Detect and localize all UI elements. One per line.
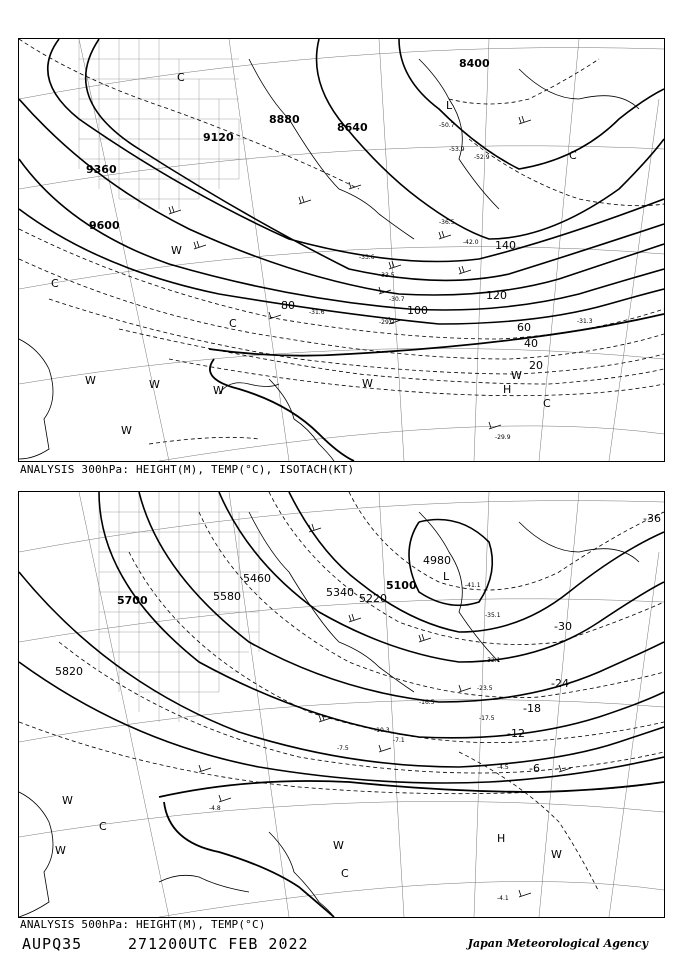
- station-value: -4.8: [209, 805, 221, 812]
- temp-label: -6: [529, 762, 540, 775]
- station-value: -4.5: [497, 764, 509, 771]
- station-value: -10.3: [374, 727, 390, 734]
- station-value: -29.9: [495, 434, 511, 441]
- warm-symbol: W: [213, 384, 224, 397]
- isotach-label: 80: [281, 299, 295, 312]
- station-value: -31.3: [577, 318, 593, 325]
- cold-symbol: C: [341, 867, 349, 880]
- high-symbol: H: [503, 383, 512, 396]
- height-label: 5820: [55, 665, 83, 678]
- cold-symbol: C: [569, 149, 577, 162]
- station-value: -36.5: [439, 219, 455, 226]
- map-300hpa: [19, 39, 664, 461]
- height-contours-500: [19, 492, 664, 917]
- warm-symbol: W: [171, 244, 182, 257]
- station-value: -42.0: [463, 239, 479, 246]
- station-value: -17.5: [479, 715, 495, 722]
- height-label: 5700: [117, 594, 148, 607]
- hatch-region-500: [99, 492, 259, 722]
- height-label: 5580: [213, 590, 241, 603]
- station-value: -16.5: [419, 699, 435, 706]
- panel-caption-500: ANALYSIS 500hPa: HEIGHT(M), TEMP(°C): [20, 918, 266, 931]
- chart-panel-300hpa: [18, 38, 665, 462]
- temp-label: -18: [523, 702, 541, 715]
- low-symbol: L: [446, 99, 453, 112]
- panel-caption-300: ANALYSIS 300hPa: HEIGHT(M), TEMP(°C), ISOTACH(KT): [20, 463, 355, 476]
- station-value: -31.6: [309, 309, 325, 316]
- temp-label: -30: [554, 620, 572, 633]
- temp-label: -36: [643, 512, 661, 525]
- bulletin-code: AUPQ35: [22, 935, 83, 953]
- cold-symbol: C: [229, 317, 237, 330]
- warm-symbol: W: [85, 374, 96, 387]
- valid-time: 271200UTC FEB 2022: [128, 935, 309, 953]
- graticule-300: [19, 39, 664, 461]
- temp-label: -12: [507, 727, 525, 740]
- station-value: -50.7: [439, 122, 455, 129]
- graticule-500: [19, 492, 664, 917]
- station-value: -23.5: [477, 685, 493, 692]
- isotach-label: 40: [524, 337, 538, 350]
- chart-panel-500hpa: [18, 491, 665, 918]
- station-value: -32.1: [485, 657, 501, 664]
- station-value: -53.9: [449, 146, 465, 153]
- warm-symbol: W: [62, 794, 73, 807]
- height-label: 8640: [337, 121, 368, 134]
- height-label: 5340: [326, 586, 354, 599]
- agency-name: Japan Meteorological Agency: [467, 937, 648, 950]
- station-value: -33.5: [379, 272, 395, 279]
- warm-symbol: W: [362, 377, 373, 390]
- low-symbol: L: [443, 570, 450, 583]
- warm-symbol: W: [551, 848, 562, 861]
- cold-symbol: C: [177, 71, 185, 84]
- isotach-label: 120: [486, 289, 507, 302]
- height-label: 9600: [89, 219, 120, 232]
- station-value: -7.1: [393, 737, 405, 744]
- station-value: -4.1: [497, 895, 509, 902]
- station-value: -30.7: [389, 296, 405, 303]
- station-value: -52.9: [474, 154, 490, 161]
- coastline-500: [19, 512, 639, 917]
- height-label: 5460: [243, 572, 271, 585]
- height-label: 5100: [386, 579, 417, 592]
- station-value: -33.6: [359, 254, 375, 261]
- cold-symbol: C: [99, 820, 107, 833]
- height-label: 9360: [86, 163, 117, 176]
- height-label: 4980: [423, 554, 451, 567]
- station-value: -7.5: [337, 745, 349, 752]
- station-value: -41.1: [465, 582, 481, 589]
- height-label: 8880: [269, 113, 300, 126]
- height-label: 5220: [359, 592, 387, 605]
- high-symbol: H: [497, 832, 506, 845]
- height-label: 8400: [459, 57, 490, 70]
- isotach-label: 60: [517, 321, 531, 334]
- station-value: -29.2: [379, 319, 395, 326]
- isotach-label: 20: [529, 359, 543, 372]
- cold-symbol: C: [543, 397, 551, 410]
- warm-symbol: W: [121, 424, 132, 437]
- warm-symbol: W: [149, 378, 160, 391]
- station-value: -35.1: [485, 612, 501, 619]
- warm-symbol: W: [55, 844, 66, 857]
- map-500hpa: [19, 492, 664, 917]
- warm-symbol: W: [333, 839, 344, 852]
- temp-label: -24: [551, 677, 569, 690]
- cold-symbol: C: [51, 277, 59, 290]
- height-contours-300: [19, 39, 664, 461]
- isotach-label: 100: [407, 304, 428, 317]
- isotach-label: 140: [495, 239, 516, 252]
- warm-symbol: W: [511, 369, 522, 382]
- hatch-region-300: [79, 39, 249, 209]
- height-label: 9120: [203, 131, 234, 144]
